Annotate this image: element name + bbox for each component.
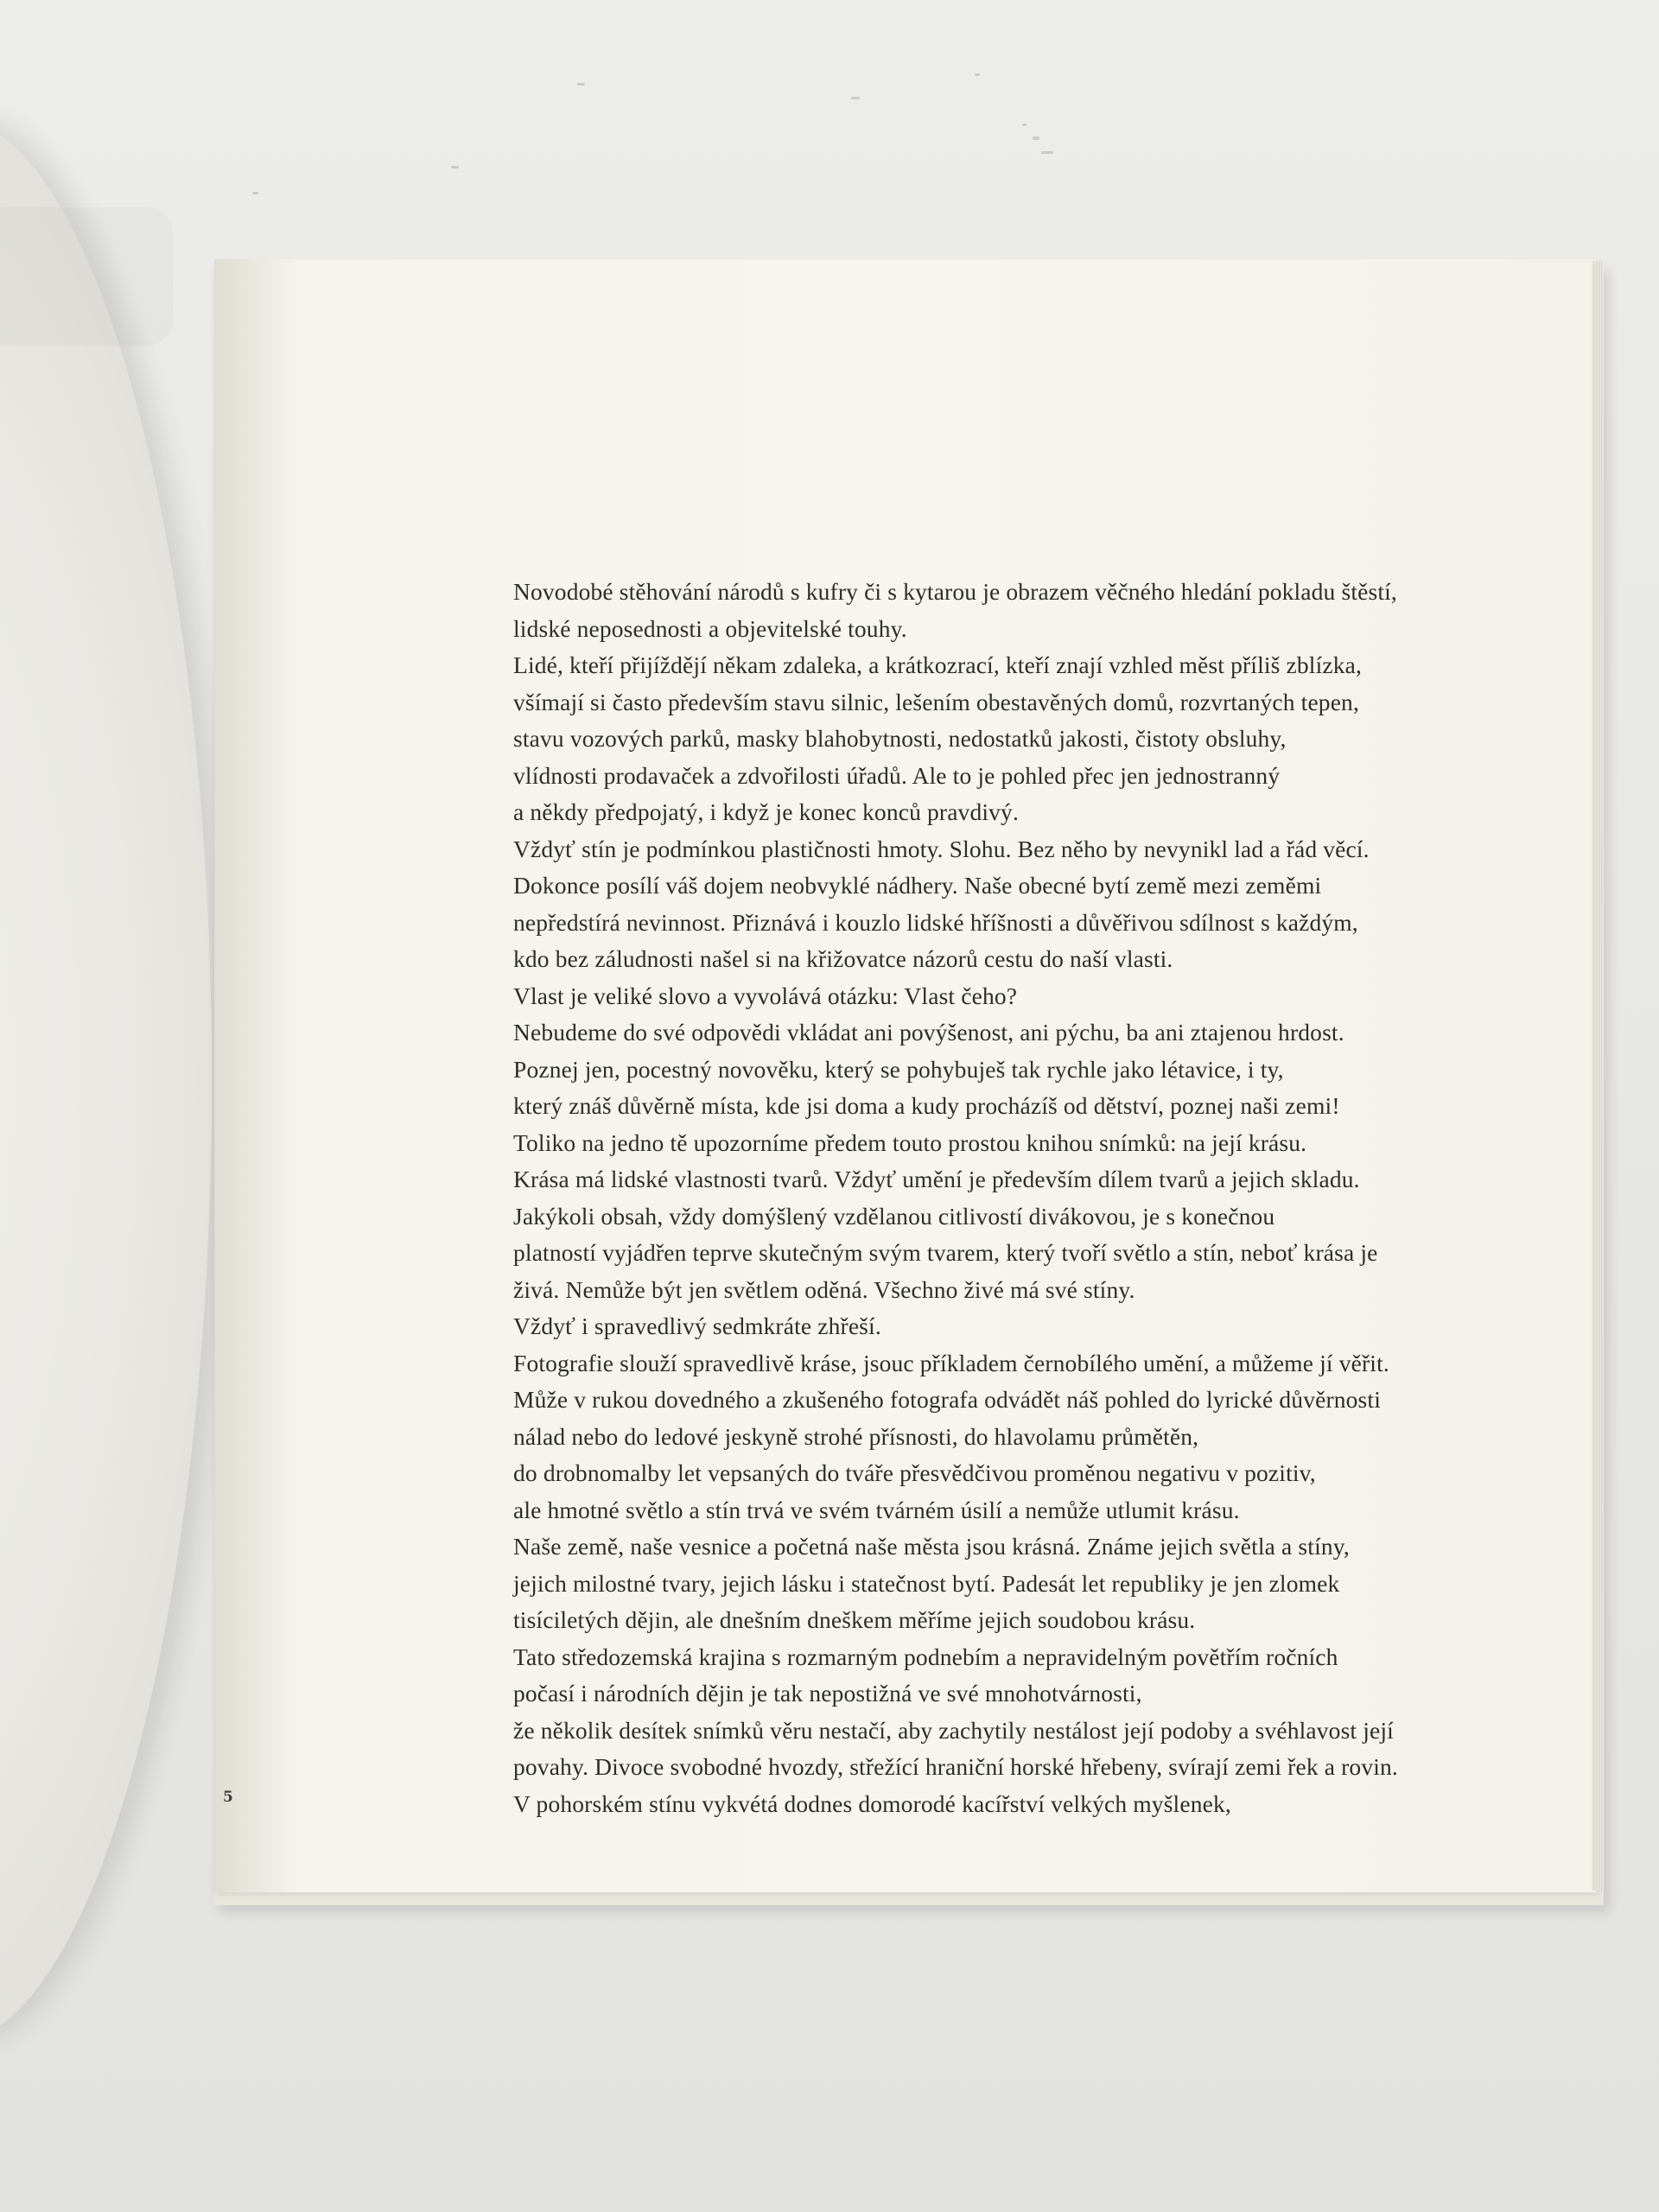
text-line: Krása má lidské vlastnosti tvarů. Vždyť umění je především dílem tvarů a jejich skladu.: [513, 1166, 1360, 1192]
text-line: Vždyť stín je podmínkou plastičnosti hmoty. Slohu. Bez něho by nevynikl lad a řád věcí.: [513, 835, 1370, 862]
text-line: živá. Nemůže být jen světlem oděná. Všechno živé má své stíny.: [513, 1275, 1135, 1303]
text-line: nepředstírá nevinnost. Přiznává i kouzlo lidské hříšnosti a důvěřivou sdílnost s každým,: [513, 908, 1358, 936]
page-edge: [1592, 261, 1602, 1891]
left-page-curl: [0, 117, 212, 2044]
text-line: lidské neposednosti a objevitelské touhy.: [513, 614, 907, 642]
dust-speck: [1041, 151, 1053, 154]
left-page-show-through: [0, 207, 173, 346]
dust-speck: [577, 83, 585, 86]
dust-speck: [975, 73, 980, 76]
text-line: kdo bez záludnosti našel si na křižovatce názorů cestu do naší vlasti.: [513, 945, 1173, 972]
text-line: tisíciletých dějin, ale dnešním dneškem měříme jejich soudobou krásu.: [513, 1606, 1196, 1633]
text-line: a někdy předpojatý, i když je konec konců pravdivý.: [513, 798, 1019, 825]
text-line: Vlast je veliké slovo a vyvolává otázku: Vlast čeho?: [513, 982, 1018, 1009]
text-line: vlídnosti prodavaček a zdvořilosti úřadů. Ale to je pohled přec jen jednostranný: [513, 761, 1281, 789]
page-number: 5: [223, 1789, 233, 1806]
text-line: všímají si často především stavu silnic, lešením obestavěných domů, rozvrtaných tepen,: [513, 688, 1359, 715]
text-line: Naše země, naše vesnice a početná naše města jsou krásná. Známe jejich světla a stíny,: [513, 1533, 1350, 1560]
body-text: [513, 574, 1507, 1822]
text-line: který znáš důvěrně místa, kde jsi doma a kudy procházíš od dětství, poznej naši zemi!: [513, 1092, 1340, 1119]
dust-speck: [851, 97, 860, 99]
text-line: Tato středozemská krajina s rozmarným podnebím a nepravidelným povětřím ročních: [513, 1643, 1338, 1670]
text-line: počasí i národních dějin je tak nepostižná ve své mnohotvárnosti,: [513, 1680, 1142, 1707]
text-line: Nebudeme do své odpovědi vkládat ani povýšenost, ani pýchu, ba ani ztajenou hrdost.: [513, 1019, 1344, 1046]
text-line: stavu vozových parků, masky blahobytnosti, nedostatků jakosti, čistoty obsluhy,: [513, 725, 1287, 752]
text-line: Vždyť i spravedlivý sedmkráte zhřeší.: [513, 1313, 881, 1339]
text-line: Fotografie slouží spravedlivě kráse, jsouc příkladem černobílého umění, a můžeme jí věřit.: [513, 1349, 1389, 1376]
text-line: do drobnomalby let vepsaných do tváře přesvědčivou proměnou negativu v pozitiv,: [513, 1459, 1316, 1486]
text-line: nálad nebo do ledové jeskyně strohé přísnosti, do hlavolamu průmětěn,: [513, 1422, 1199, 1450]
text-line: platností vyjádřen teprve skutečným svým tvarem, který tvoří světlo a stín, neboť krása je: [513, 1239, 1378, 1266]
text-line: Toliko na jedno tě upozorníme předem touto prostou knihou snímků: na její krásu.: [513, 1128, 1307, 1156]
text-line: jejich milostné tvary, jejich lásku i statečnost bytí. Padesát let republiky je jen zlomek: [513, 1569, 1340, 1597]
text-line: že několik desítek snímků věru nestačí, aby zachytily nestálost její podoby a svéhlavost její: [513, 1716, 1394, 1744]
dust-speck: [451, 166, 459, 168]
text-line: V pohorském stínu vykvétá dodnes domorodé kacířství velkých myšlenek,: [513, 1789, 1231, 1817]
text-line: Jakýkoli obsah, vždy domýšlený vzdělanou citlivostí divákovou, je s konečnou: [513, 1202, 1275, 1230]
text-line: Může v rukou dovedného a zkušeného fotografa odvádět náš pohled do lyrické důvěrnosti: [513, 1386, 1381, 1413]
text-line: Novodobé stěhování národů s kufry či s kytarou je obrazem věčného hledání pokladu štěstí,: [513, 578, 1397, 605]
text-line: povahy. Divoce svobodné hvozdy, střežící hraniční horské hřebeny, svírají zemi řek a rovin.: [513, 1753, 1398, 1780]
text-line: Lidé, kteří přijíždějí někam zdaleka, a krátkozrací, kteří znají vzhled měst příliš zblízka,: [513, 652, 1363, 678]
text-line: ale hmotné světlo a stín trvá ve svém tvárném úsilí a nemůže utlumit krásu.: [513, 1496, 1240, 1523]
text-line: Dokonce posílí váš dojem neobvyklé nádhery. Naše obecné bytí země mezi zeměmi: [513, 872, 1322, 899]
dust-speck: [1022, 124, 1027, 126]
dust-speck: [1033, 137, 1039, 140]
dust-speck: [252, 192, 258, 194]
text-line: Poznej jen, pocestný novověku, který se pohybuješ tak rychle jako létavice, i ty,: [513, 1055, 1284, 1083]
